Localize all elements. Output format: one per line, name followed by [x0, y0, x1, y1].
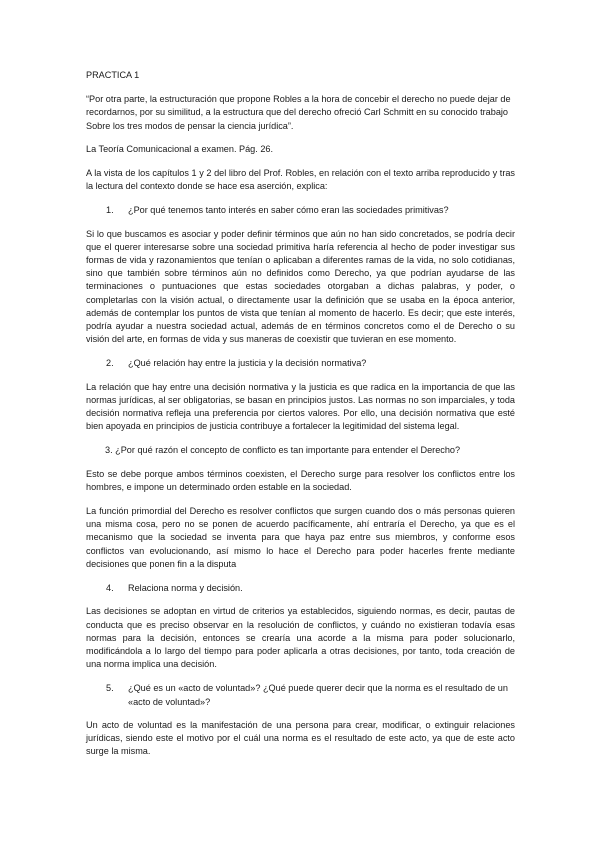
- question-5-text: ¿Qué es un «acto de voluntad»? ¿Qué puede querer decir que la norma es el resultado de un «acto de voluntad»?: [128, 683, 508, 707]
- question-2-number: 2.: [106, 358, 114, 369]
- intro-paragraph: A la vista de los capítulos 1 y 2 del libro del Prof. Robles, en relación con el texto arriba reproducido y tras la lectura del contexto donde se hace esa aserción, explica:: [86, 168, 515, 192]
- document-title: PRACTICA 1: [86, 70, 140, 80]
- answer-1: Si lo que buscamos es asociar y poder definir términos que aún no han sido concretados, se podría decir que el querer interesarse sobre una sociedad primitiva haría referencia al hecho de poder investigar sus formas de vida y razonamientos que tenían o aplicaban a diferentes ramas de la vida, no solo cotidianas, sino que también sobre términos aún no definidos como Derecho, ya que podrían ayudarse de las terminaciones o puntuaciones que estas sociedades otorgaban a dichas palabras, y poder, o completarlas con la visión actual, o directamente usar la definición que se usaba en la época anterior, además de contemplar los puntos de vista que tenían al momento de hacerlo. Es decir; que este interés, podría ayudar a nuestra sociedad actual, además de en términos concretos como el de Derecho o su visión del arte, en formas de vida y sus maneras de coexistir que tuvieran en ese momento.: [86, 228, 515, 345]
- question-5-number: 5.: [106, 683, 114, 694]
- question-3: 3. ¿Por qué razón el concepto de conflicto es tan importante para entender el Derecho?: [105, 445, 461, 456]
- question-1-number: 1.: [106, 205, 114, 216]
- question-4-text: Relaciona norma y decisión.: [128, 583, 243, 594]
- question-1: [86, 204, 515, 217]
- answer-3-part-2: La función primordial del Derecho es resolver conflictos que surgen cuando dos o más personas quieren una misma cosa, pero no se ponen de acuerdo pacíficamente, ahí entraría el Derecho, ya que es el mecanismo que la sociedad se inventa para que haya paz entre sus miembros, y conforme esos conflictos van evolucionando, así mismo lo hace el Derecho para poder hacerles frente mediante decisiones que ponen fin a la disputa: [86, 506, 515, 569]
- answer-3-part-1: Esto se debe porque ambos términos coexisten, el Derecho surge para resolver los conflictos entre los hombres, e impone un determinado orden estable en la sociedad.: [86, 468, 515, 492]
- question-4-number: 4.: [106, 583, 114, 594]
- question-4: [86, 582, 515, 595]
- answer-5: Un acto de voluntad es la manifestación de una persona para crear, modificar, o extinguir relaciones jurídicas, siendo este el motivo por el cuál una norma es el resultado de este acto, ya que de este acto surge la misma.: [86, 719, 515, 757]
- question-2: [86, 357, 515, 370]
- answer-4: Las decisiones se adoptan en virtud de criterios ya establecidos, siguiendo normas, es decir, pautas de conducta que es preciso observar en la resolución de conflictos, y cuándo no existieran todavía esas normas para la decisión, entonces se crearía una acorde a la misma para poder solucionarlo, modificándola a lo largo del tiempo para poder aplicarla a otras decisiones, por tanto, toda creación de una norma implica una decisión.: [86, 606, 515, 670]
- reference-line: La Teoría Comunicacional a examen. Pág. 26.: [86, 143, 274, 154]
- question-1-text: ¿Por qué tenemos tanto interés en saber cómo eran las sociedades primitivas?: [128, 205, 449, 216]
- question-5: [86, 682, 515, 708]
- quote-paragraph: “Por otra parte, la estructuración que propone Robles a la hora de concebir el derecho no puede dejar de recordarnos, por su similitud, a la estructura que del derecho ofreció Carl Schmitt en su conocido trabajo Sobre los tres modos de pensar la ciencia jurídica”.: [86, 94, 511, 131]
- question-2-text: ¿Qué relación hay entre la justicia y la decisión normativa?: [128, 358, 367, 369]
- answer-2: La relación que hay entre una decisión normativa y la justicia es que radica en la importancia de que las normas jurídicas, al ser obligatorias, se basan en principios justos. Las normas no son imparciales, y toda decisión normativa refleja una preferencia por ciertos valores. Por ello, una decisión normativa que esté bien apoyada en principios de justicia contribuye a fortalecer la legitimidad del sistema legal.: [86, 381, 515, 432]
